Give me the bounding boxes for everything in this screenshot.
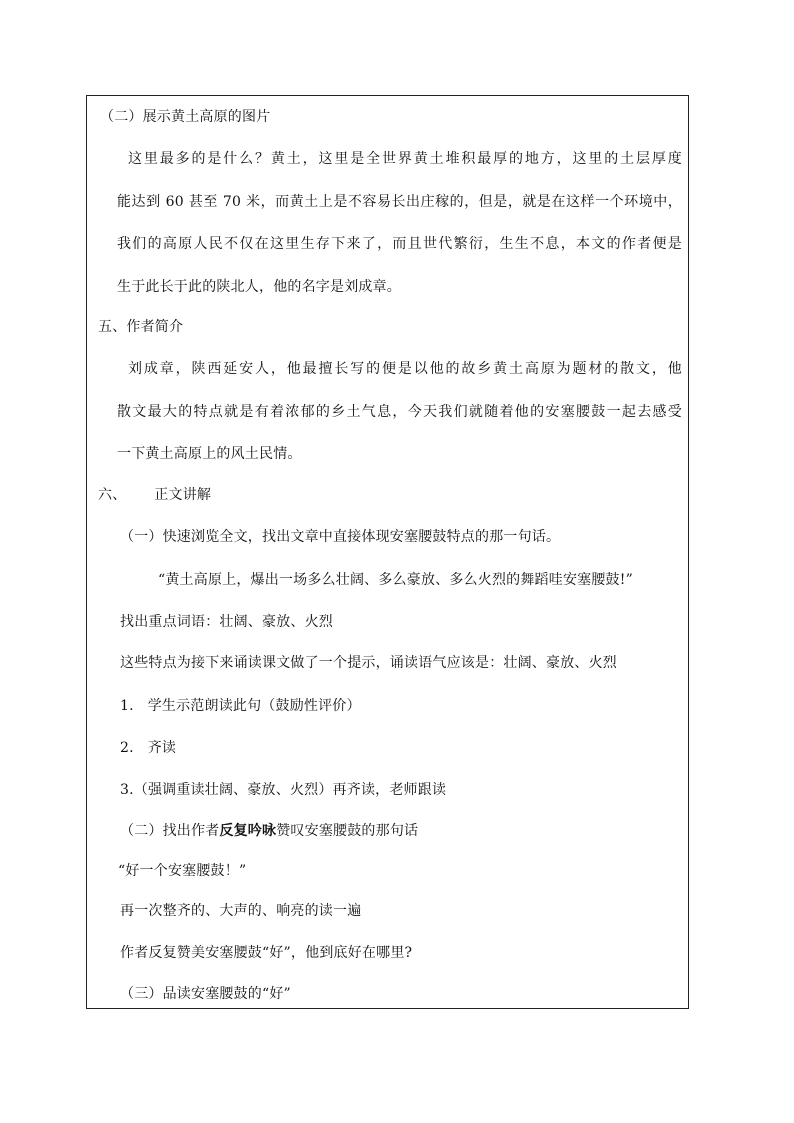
paragraph-line: 我们的高原人民不仅在这里生存下来了，而且世代繁衍，生生不息，本文的作者便是 xyxy=(117,236,682,252)
quote-line: “黄土高原上，爆出一场多么壮阔、多么豪放、多么火烈的舞蹈哇安塞腰鼓!” xyxy=(158,572,633,588)
paragraph-line: 散文最大的特点就是有着浓郁的乡土气息，今天我们就随着他的安塞腰鼓一起去感受 xyxy=(117,404,682,420)
paragraph-line: 生于此长于此的陕北人，他的名字是刘成章。 xyxy=(117,279,401,295)
subheading-2-bold: 反复吟咏 xyxy=(219,823,277,839)
paragraph-line: 一下黄土高原上的风土民情。 xyxy=(117,446,302,462)
reread-line: 再一次整齐的、大声的、响亮的读一遍 xyxy=(120,903,362,919)
subheading-2-suffix: 赞叹安塞腰鼓的那句话 xyxy=(276,823,419,839)
step-3: 3.（强调重读壮阔、豪放、火烈）再齐读，老师跟读 xyxy=(120,782,447,798)
subheading-1: （一）快速浏览全文，找出文章中直接体现安塞腰鼓特点的那一句话。 xyxy=(120,529,561,545)
subheading-2 xyxy=(120,822,418,840)
step-1: 1. 学生示范朗读此句（鼓励性评价） xyxy=(120,698,361,714)
keywords-line: 找出重点词语：壮阔、豪放、火烈 xyxy=(120,614,333,630)
section-heading-5: 五、作者简介 xyxy=(98,319,184,335)
hint-line: 这些特点为接下来诵读课文做了一个提示，诵读语气应该是：壮阔、豪放、火烈 xyxy=(120,655,617,671)
paragraph-line: 这里最多的是什么？黄土，这里是全世界黄土堆积最厚的地方，这里的土层厚度 xyxy=(128,151,682,167)
section-heading-2: （二）展示黄土高原的图片 xyxy=(100,109,271,125)
subheading-2-prefix: （二）找出作者 xyxy=(120,823,220,839)
paragraph-line: 能达到 60 甚至 70 米，而黄土上是不容易长出庄稼的，但是，就是在这样一个环境中， xyxy=(117,194,682,210)
subheading-3: （三）品读安塞腰鼓的“好” xyxy=(120,986,291,1002)
question-line: 作者反复赞美安塞腰鼓“好”，他到底好在哪里? xyxy=(120,945,413,961)
quote-line-2: “好一个安塞腰鼓！” xyxy=(118,863,247,879)
section-heading-6: 六、 正文讲解 xyxy=(98,487,212,503)
paragraph-line: 刘成章，陕西延安人，他最擅长写的便是以他的故乡黄土高原为题材的散文，他 xyxy=(128,361,682,377)
step-2: 2. 齐读 xyxy=(120,740,177,756)
